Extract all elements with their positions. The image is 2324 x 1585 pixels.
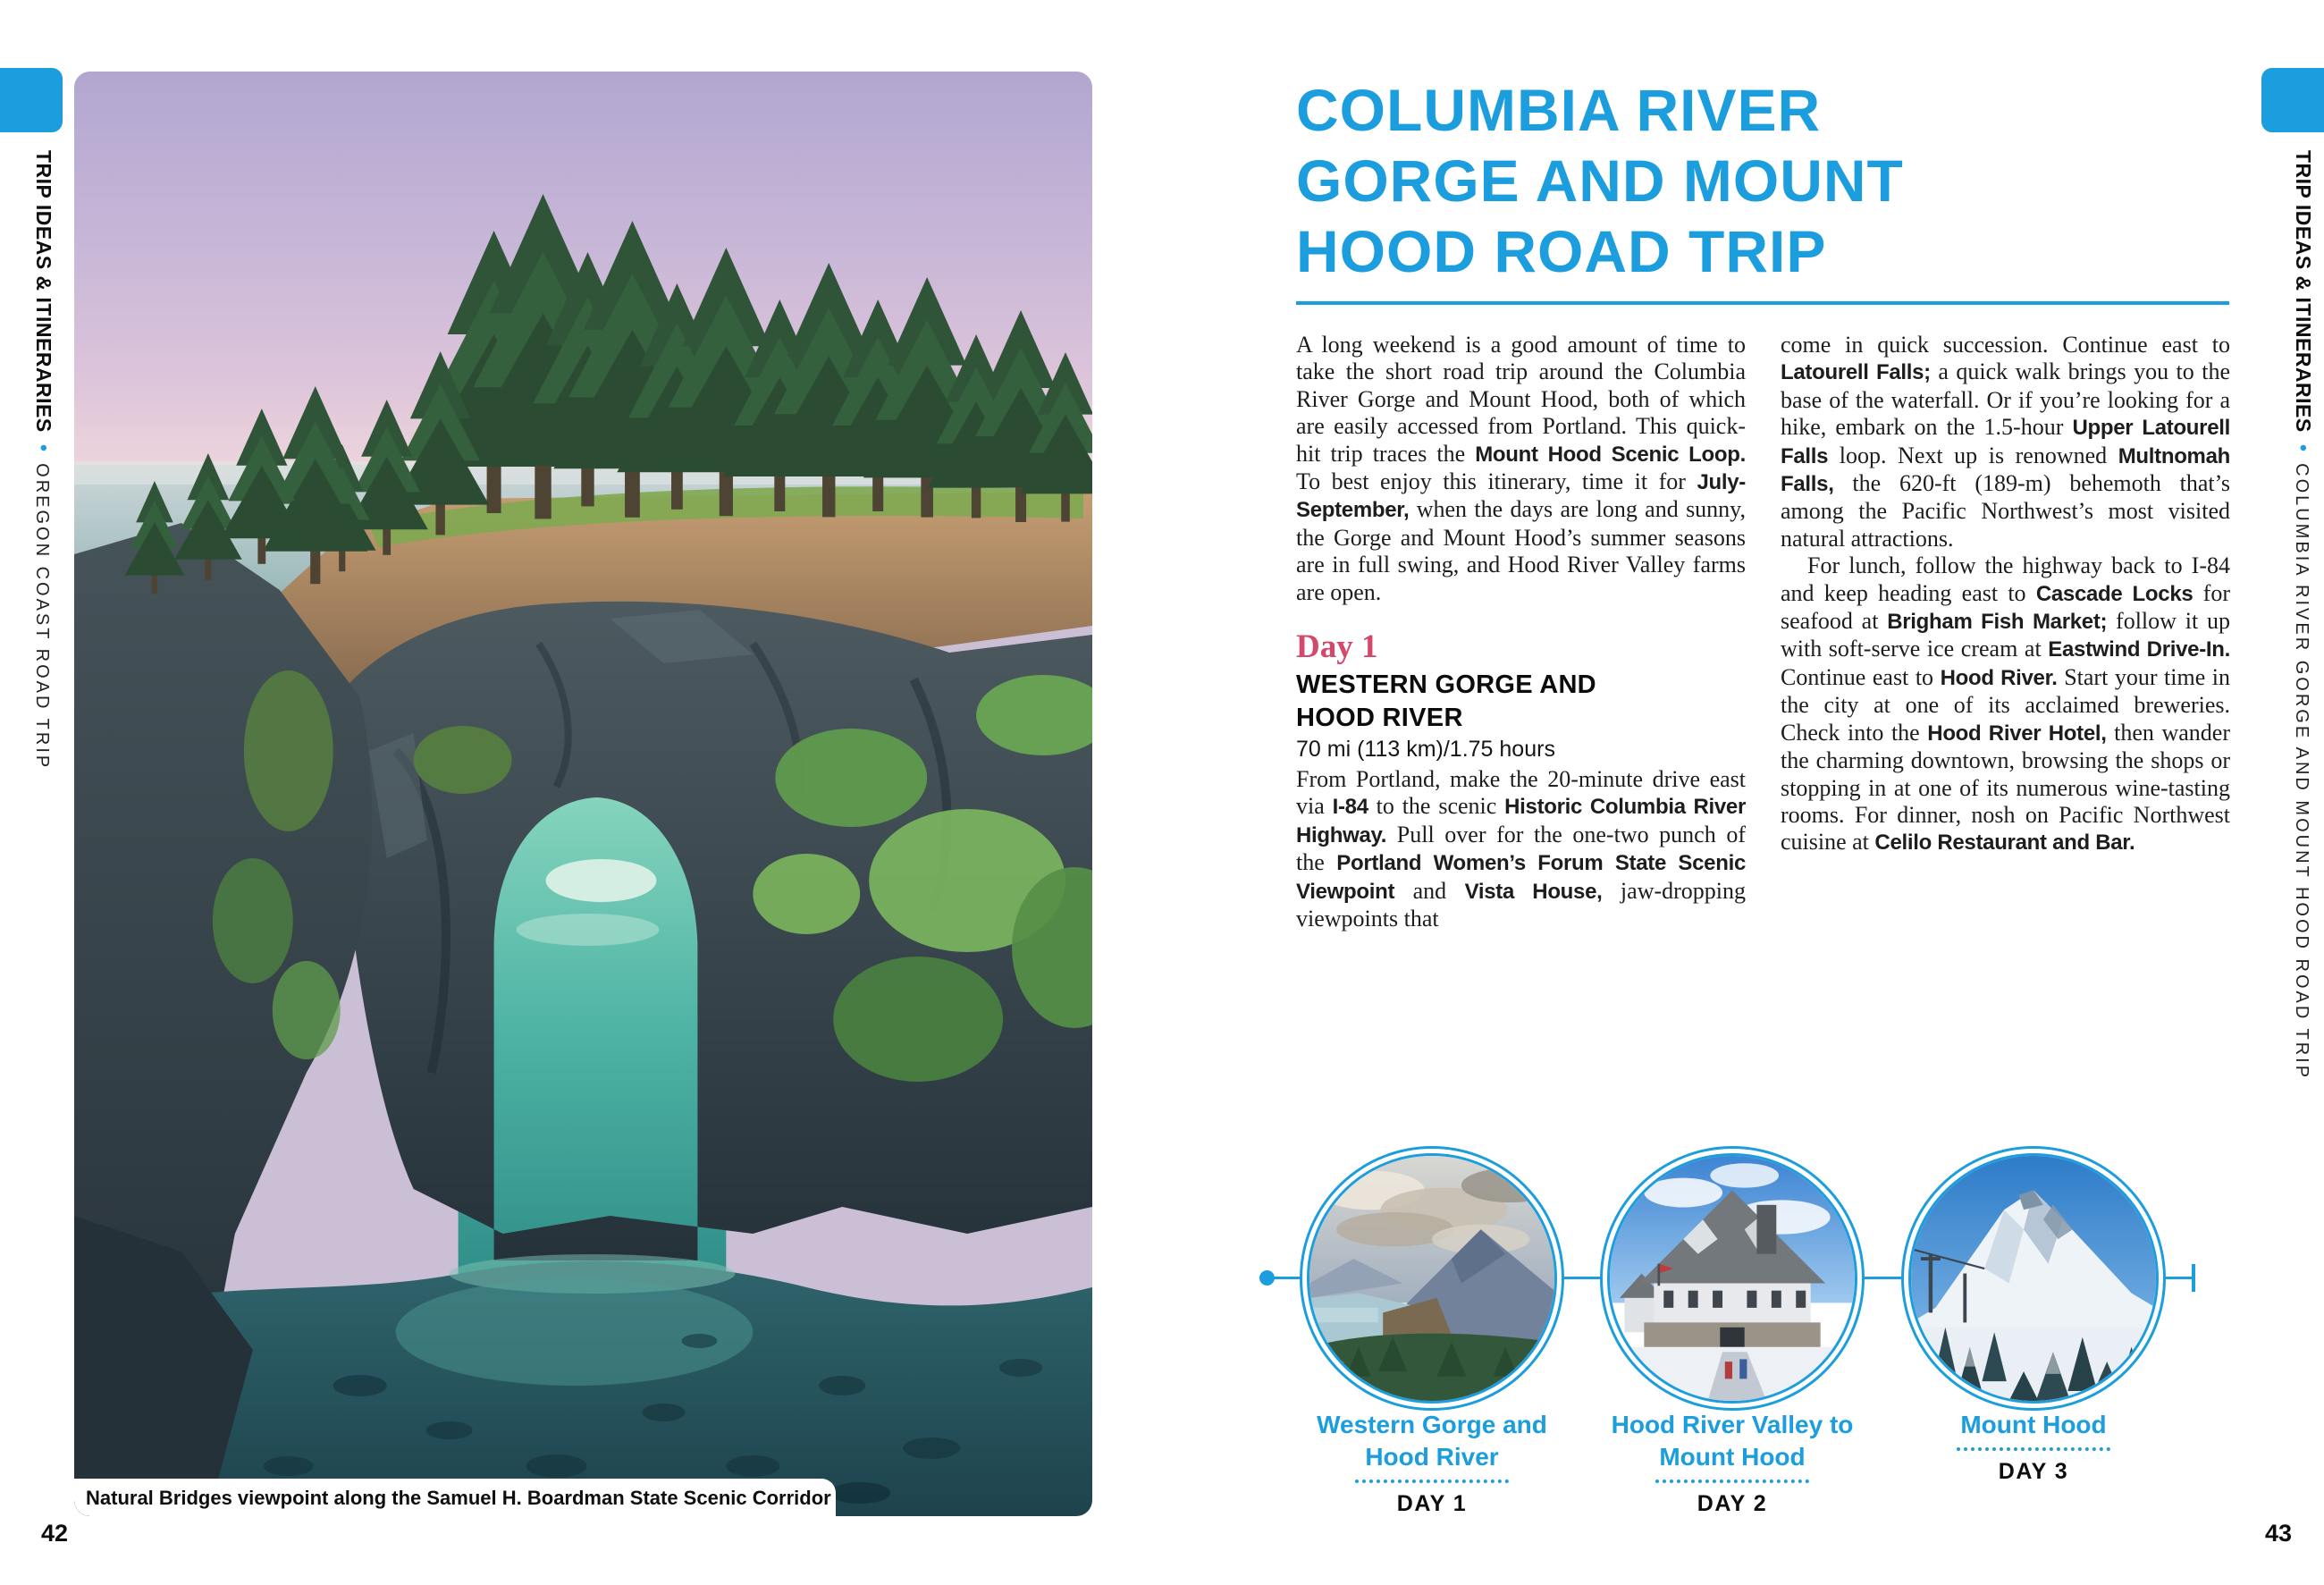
stop-day-label: DAY 3 bbox=[1998, 1459, 2069, 1484]
hero-photo-natural-bridges bbox=[74, 72, 1092, 1516]
article-column-1 bbox=[1296, 332, 1746, 933]
dotted-divider bbox=[1957, 1447, 2110, 1451]
sidebar-bullet-icon: • bbox=[31, 443, 55, 452]
stop-photo-circle-day3 bbox=[1901, 1146, 2166, 1411]
page-number-left: 42 bbox=[41, 1520, 69, 1547]
left-page-bookmark-tab bbox=[0, 68, 63, 132]
timberline-lodge-photo bbox=[1607, 1153, 1857, 1404]
dotted-divider bbox=[1655, 1480, 1809, 1483]
day1-paragraph: From Portland, make the 20-minute drive east via I-84 to the scenic Historic Columbia River Highway. Pull over for the one-two punch of the Portland Women’s Forum State Scenic Viewpoint and Vista House, jaw-dropping viewpoints that bbox=[1296, 766, 1747, 932]
sidebar-section-label: TRIP IDEAS & ITINERARIES bbox=[2292, 150, 2315, 433]
stop-title: Western Gorge and Hood River bbox=[1317, 1411, 1547, 1471]
sidebar-chapter-label: OREGON COAST ROAD TRIP bbox=[32, 463, 52, 771]
day1-label: Day 1 bbox=[1296, 628, 1378, 666]
stop-day-label: DAY 2 bbox=[1697, 1491, 1768, 1516]
stop-photo-circle-day1 bbox=[1300, 1146, 1564, 1411]
intro-paragraph: A long weekend is a good amount of time to take the short road trip around the Columbia River Gorge and Mount Hood, both of which are easily accessed from Portland. This quick-hit trip traces the Mount Hood Scenic Loop. To best enjoy this itinerary, time it for July-September, when the days are long and sunny, the Gorge and Mount Hood’s summer seasons are in full swing, and Hood River Valley farms are open. bbox=[1296, 332, 1746, 605]
sidebar-bullet-icon: • bbox=[2291, 443, 2315, 452]
column2-paragraph-1: come in quick succession. Continue east to Latourell Falls; a quick walk brings you to the base of the waterfall. Or if you’re looking for a hike, embark on the 1.5-hour Upper Latourell Falls loop. Next up is renowned Multnomah Falls, the 620-ft (189-m) behemoth that’s among the Pacific Northwest’s most visited natural attractions. bbox=[1781, 332, 2230, 552]
dotted-divider bbox=[1355, 1480, 1509, 1483]
column2-paragraph-2: For lunch, follow the highway back to I-84 and keep heading east to Cascade Locks for seafood at Brigham Fish Market; follow it up with soft-serve ice cream at Eastwind Drive-In. Continue east to Hood River. Start your time in the city at one of its acclaimed breweries. Check into the Hood River Hotel, then wander the charming downtown, browsing the shops or stopping in at one of its numerous wine-tasting rooms. For dinner, nosh on Pacific Northwest cuisine at Celilo Restaurant and Bar. bbox=[1781, 552, 2230, 856]
mount-hood-photo bbox=[1908, 1153, 2159, 1404]
stop-photo-circle-day2 bbox=[1600, 1146, 1865, 1411]
title-line-2: GORGE AND MOUNT bbox=[1296, 148, 1904, 214]
stop-title: Hood River Valley to Mount Hood bbox=[1611, 1411, 1854, 1471]
article-column-2 bbox=[1781, 332, 2230, 857]
title-underline-rule bbox=[1296, 301, 2229, 305]
day1-heading: WESTERN GORGE AND HOOD RIVER bbox=[1296, 670, 1596, 733]
day1-distance: 70 mi (113 km)/1.75 hours bbox=[1296, 737, 1555, 763]
stop-caption-day2 bbox=[1580, 1409, 1884, 1516]
sidebar-section-label: TRIP IDEAS & ITINERARIES bbox=[32, 150, 55, 433]
natural-bridges-illustration bbox=[74, 72, 1092, 1516]
stop-title: Mount Hood bbox=[1960, 1411, 2107, 1438]
gorge-viewpoint-photo bbox=[1307, 1153, 1557, 1404]
article-title bbox=[1296, 75, 2235, 287]
stop-day-label: DAY 1 bbox=[1396, 1491, 1468, 1516]
left-sidebar-vertical-label bbox=[30, 150, 55, 770]
title-line-3: HOOD ROAD TRIP bbox=[1296, 218, 1827, 284]
stop-caption-day1 bbox=[1280, 1409, 1584, 1516]
stop-caption-day3 bbox=[1882, 1409, 2185, 1484]
right-sidebar-vertical-label bbox=[2290, 150, 2315, 1080]
sidebar-chapter-label: COLUMBIA RIVER GORGE AND MOUNT HOOD ROAD TRIP bbox=[2292, 463, 2311, 1081]
right-page-bookmark-tab bbox=[2261, 68, 2324, 132]
photo-caption: Natural Bridges viewpoint along the Samuel H. Boardman State Scenic Corridor bbox=[74, 1479, 836, 1516]
title-line-1: COLUMBIA RIVER bbox=[1296, 77, 1822, 143]
page-number-right: 43 bbox=[2265, 1520, 2293, 1547]
